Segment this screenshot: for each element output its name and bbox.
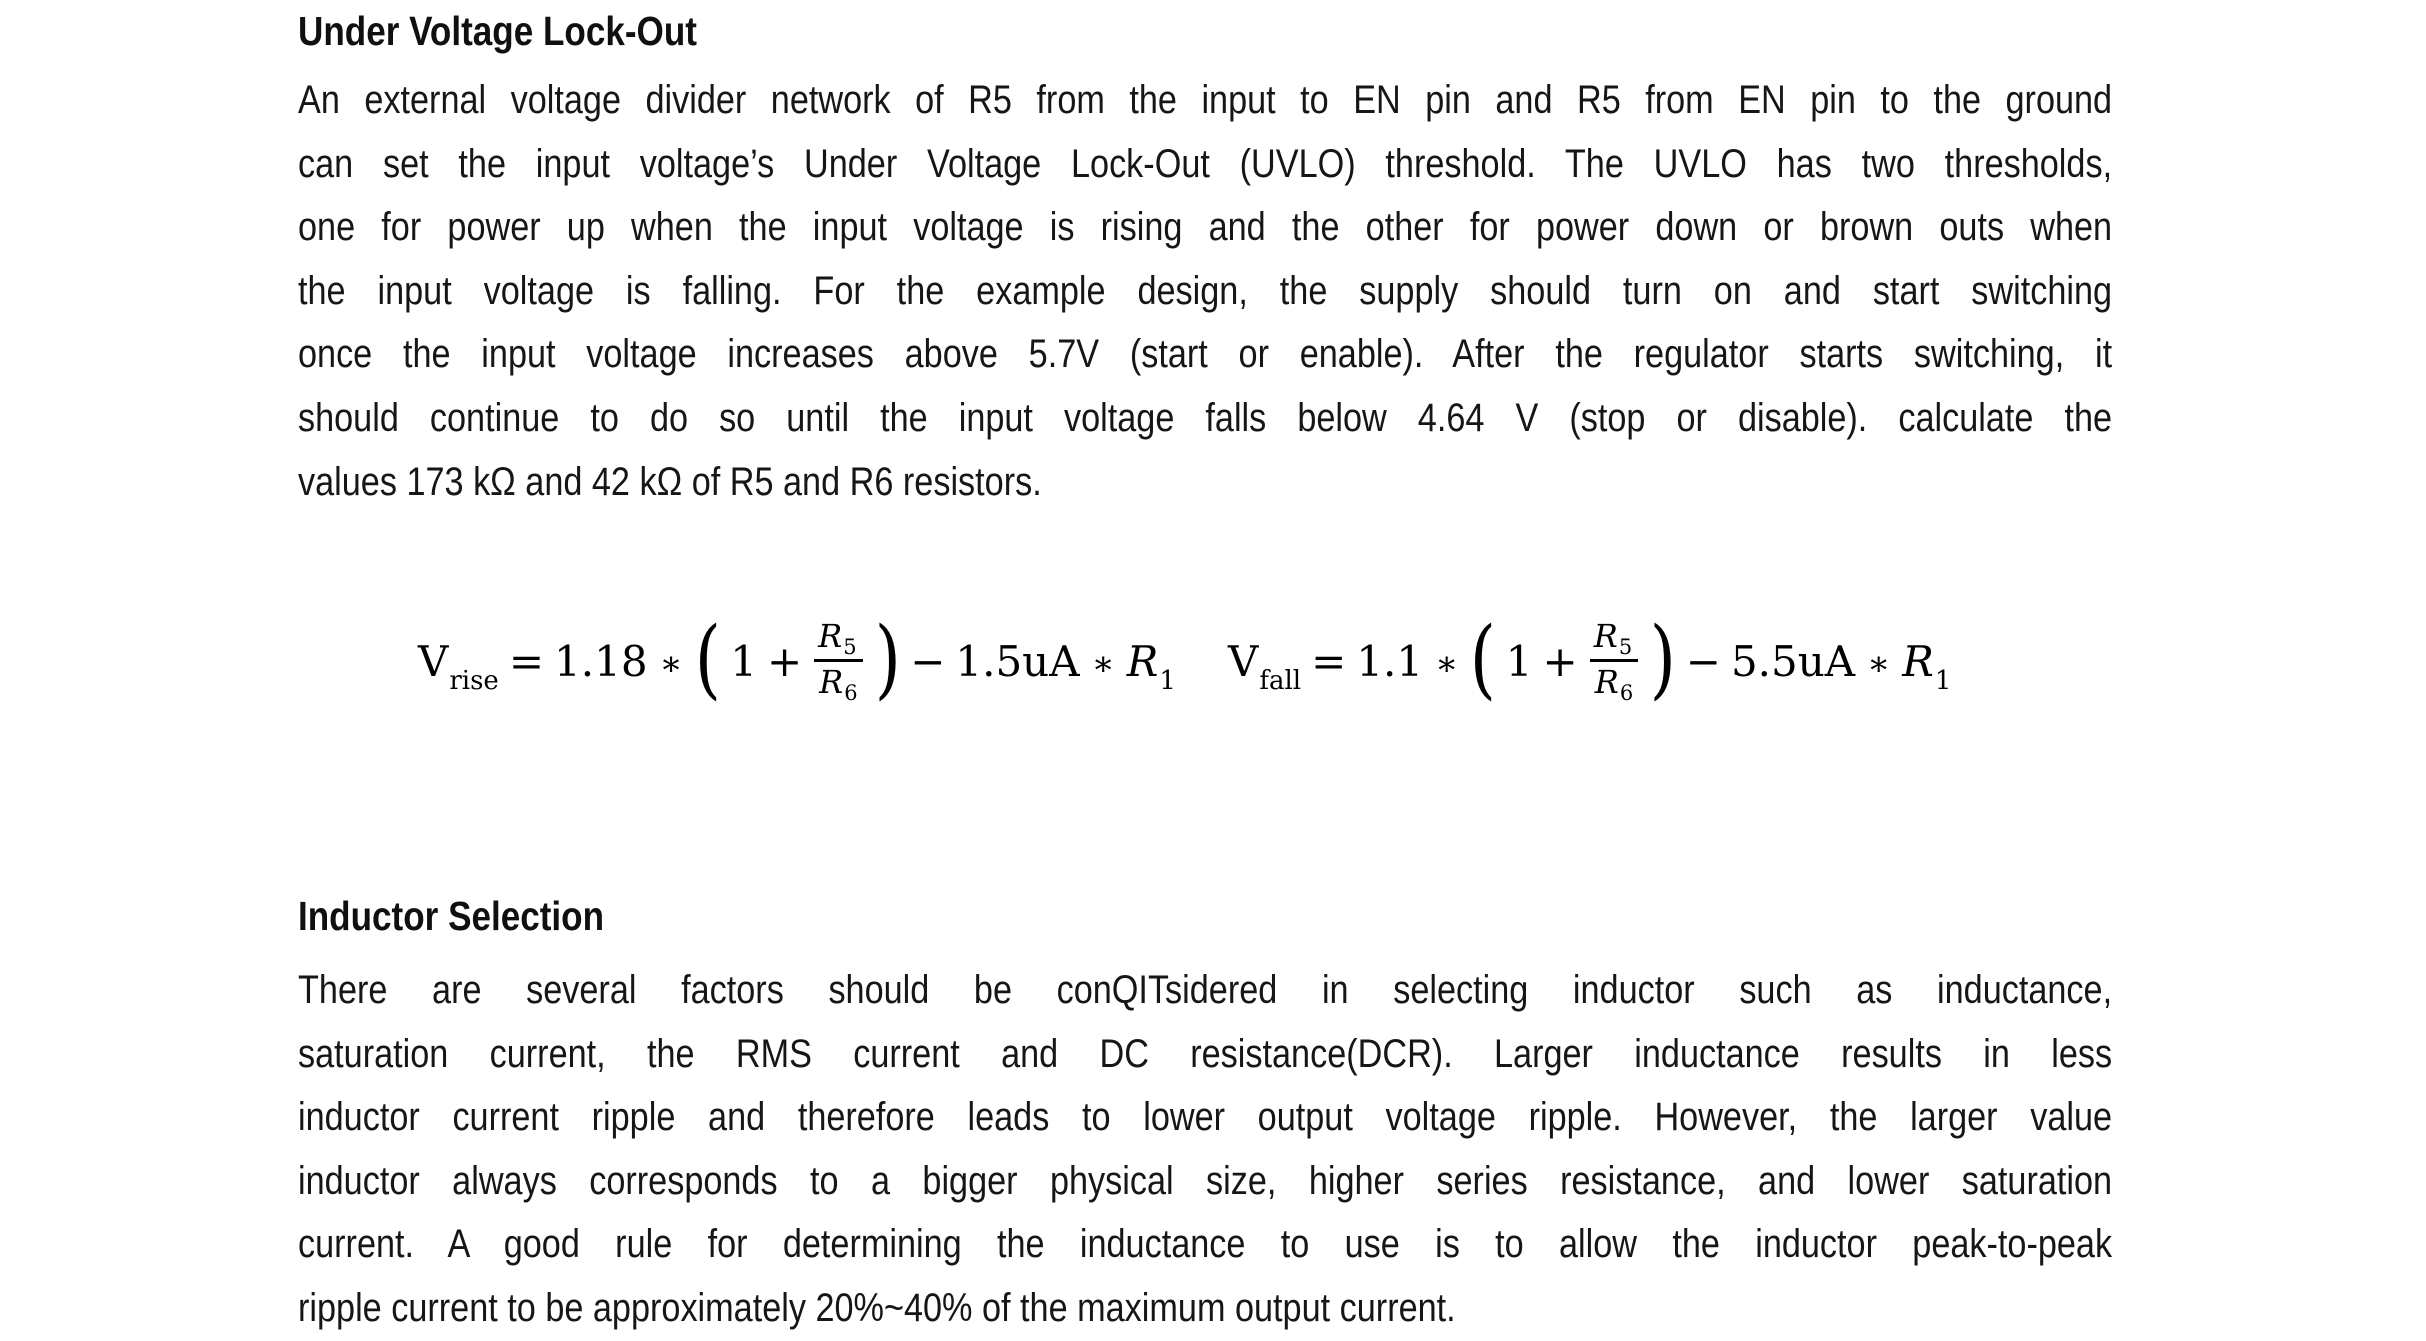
heading-inductor-selection: Inductor Selection	[298, 893, 605, 939]
text-line: There are several factors should be conQITsidered in selecting inductor such as inductance,	[298, 968, 2113, 1012]
text-line: current. A good rule for determining the inductance to use is to allow the inductor peak-to-peak	[298, 1222, 2113, 1267]
fraction-denominator: $R_6$	[1594, 663, 1634, 705]
vfall-coefficient: 1.1	[1356, 637, 1424, 686]
text-line: ripple current to be approximately 20%~40% of the maximum output current.	[298, 1285, 1456, 1330]
r1-term: $R_1$	[1902, 637, 1952, 696]
text-line: values 173 kΩ and 42 kΩ of R5 and R6 resistors.	[298, 459, 1042, 504]
fraction-numerator: $R_5$	[1590, 619, 1638, 662]
close-paren: )	[1649, 609, 1677, 709]
vfall-lhs: $V_{fall}$	[1228, 637, 1302, 696]
vfall-subscript: fall	[1259, 666, 1302, 696]
text-line: inductor current ripple and therefore leads to lower output voltage ripple. However, the larger value	[298, 1095, 2113, 1140]
equals-sign: =	[1311, 637, 1347, 686]
open-paren: (	[1469, 609, 1497, 709]
plus-operator: +	[1542, 637, 1578, 686]
text-line: once the input voltage increases above 5.7V (start or enable). After the regulator starts switching, it	[298, 332, 2113, 377]
multiply-operator: ∗	[1091, 644, 1115, 684]
current-term: 1.5uA	[955, 637, 1080, 686]
text-line: one for power up when the input voltage is rising and the other for power down or brown outs when	[298, 205, 2113, 250]
text-line: saturation current, the RMS current and DC resistance(DCR). Larger inductance results in less	[298, 1031, 2113, 1076]
text-line: inductor always corresponds to a bigger physical size, higher series resistance, and lower saturation	[298, 1158, 2113, 1203]
vrise-subscript: rise	[449, 666, 499, 696]
text-line: the input voltage is falling. For the example design, the supply should turn on and start switching	[298, 268, 2113, 313]
minus-operator: −	[1685, 637, 1721, 686]
fraction-numerator: $R_5$	[814, 619, 862, 662]
text-line: should continue to do so until the input voltage falls below 4.64 V (stop or disable). calculate the	[298, 395, 2113, 440]
plus-operator: +	[766, 637, 803, 686]
equals-sign: =	[508, 637, 545, 686]
inductor-paragraph	[298, 959, 2112, 1341]
vfall-equation	[1228, 592, 1951, 732]
uvlo-paragraph	[298, 69, 2112, 514]
heading-under-voltage-lock-out: Under Voltage Lock-Out	[298, 8, 697, 54]
multiply-operator: ∗	[1867, 644, 1891, 684]
current-term: 5.5uA	[1730, 637, 1856, 686]
minus-operator: −	[910, 637, 946, 686]
r1-term: $R_1$	[1126, 637, 1176, 696]
open-paren: (	[694, 609, 721, 709]
vrise-coefficient: 1.18	[554, 637, 648, 686]
vrise-lhs: $V_{rise}$	[418, 637, 499, 696]
vrise-equation	[418, 592, 1176, 732]
text-line: can set the input voltage’s Under Voltage Lock-Out (UVLO) threshold. The UVLO has two thresholds,	[298, 141, 2113, 186]
multiply-operator: ∗	[1435, 644, 1459, 684]
multiply-operator: ∗	[659, 644, 683, 684]
resistor-ratio-fraction	[814, 617, 862, 705]
text-line: An external voltage divider network of R5 from the input to EN pin and R5 from EN pin to the ground	[298, 78, 2113, 122]
resistor-ratio-fraction	[1590, 617, 1638, 705]
fraction-denominator: $R_6$	[819, 663, 858, 705]
one-term: 1	[1505, 637, 1533, 686]
close-paren: )	[874, 609, 901, 709]
one-term: 1	[730, 637, 757, 686]
